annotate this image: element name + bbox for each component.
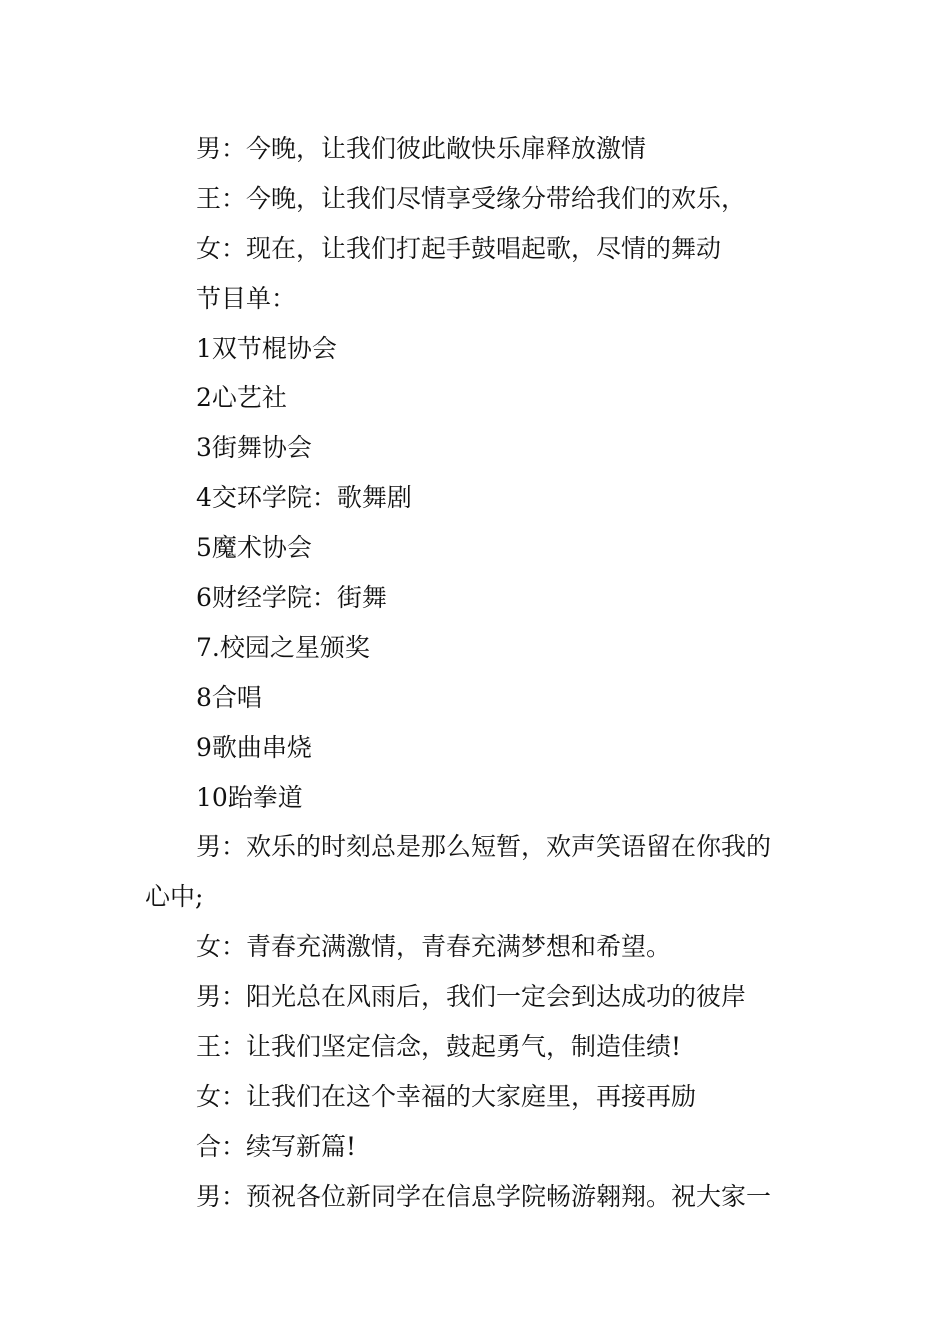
program-heading: 节目单： [196,283,297,313]
text-line-continuation: 心中; [145,882,204,912]
text-line: 女：青春充满激情，青春充满梦想和希望。 [196,932,672,962]
text-line: 男：今晚，让我们彼此敞快乐扉释放激情 [196,134,647,163]
text-line: 女：让我们在这个幸福的大家庭里，再接再励 [196,1081,697,1111]
text-line: 合：续写新篇! [196,1131,357,1161]
program-item: 4交环学院：歌舞剧 [196,483,412,513]
text-line: 男：阳光总在风雨后，我们一定会到达成功的彼岸 [196,982,747,1012]
program-item: 5魔术协会 [196,533,312,563]
program-item: 7.校园之星颁奖 [196,632,370,662]
program-item: 10跆拳道 [196,782,303,812]
text-line: 男：预祝各位新同学在信息学院畅游翱翔。祝大家一 [196,1181,772,1211]
program-item: 6财经学院：街舞 [196,583,387,613]
document-body [145,124,815,1222]
text-line: 女：现在，让我们打起手鼓唱起歌，尽情的舞动 [196,233,722,263]
program-item: 3街舞协会 [196,433,312,463]
program-item: 9歌曲串烧 [196,732,312,762]
text-line: 男：欢乐的时刻总是那么短暂，欢声笑语留在你我的 [196,832,772,862]
text-line: 王：今晚，让我们尽情享受缘分带给我们的欢乐， [196,183,747,213]
program-item: 1双节棍协会 [196,333,337,363]
text-line: 王：让我们坚定信念，鼓起勇气，制造佳绩! [196,1032,682,1062]
program-item: 8合唱 [196,682,262,712]
program-item: 2心艺社 [196,383,287,413]
